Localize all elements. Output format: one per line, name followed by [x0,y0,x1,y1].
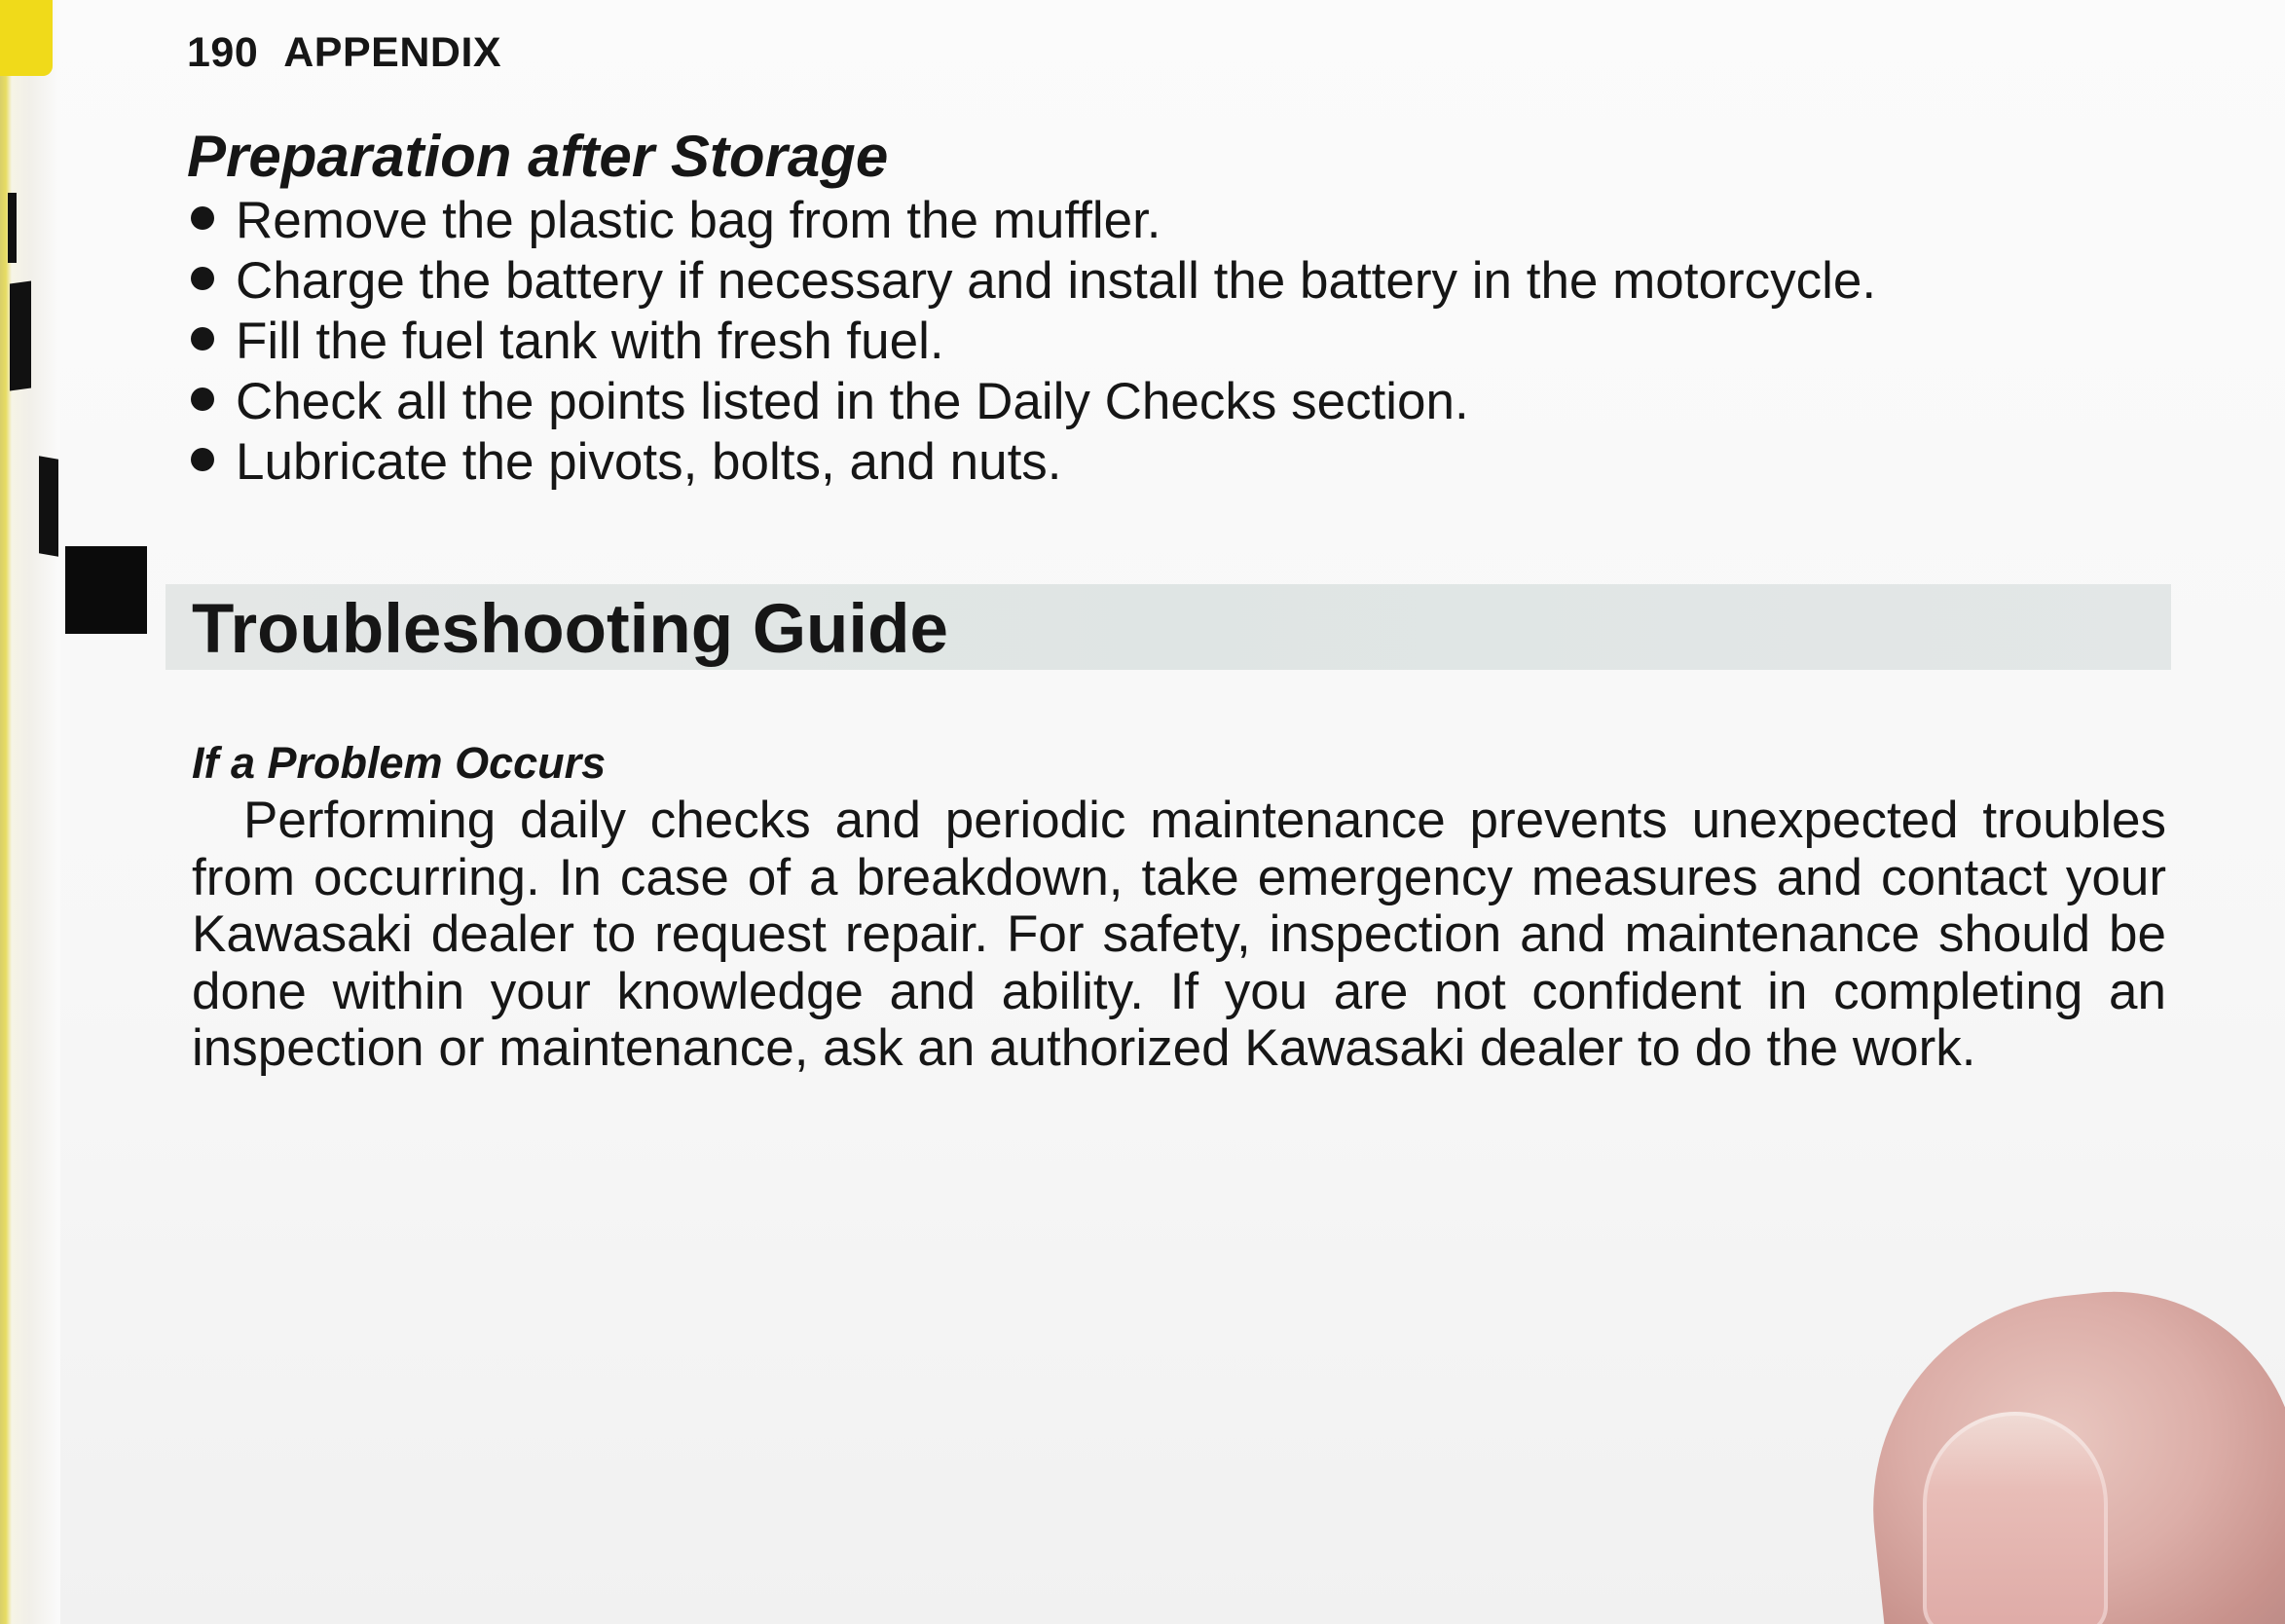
edge-mark [8,193,17,263]
thumbnail [1923,1412,2108,1624]
bullet-icon [191,206,214,230]
body-paragraph: Performing daily checks and periodic maintenance prevents unexpected troubles from occurring. In case of a breakdown, take emergency measures and contact your Kawasaki dealer to request repair. For safety, inspection and maintenance should be done within your knowledge and ability. If you are not confident in completing an inspection or maintenance, ask an authorized Kawasaki dealer to do the work. [192,792,2166,1077]
bullet-icon [191,388,214,411]
bullet-icon [191,327,214,351]
list-item: Lubricate the pivots, bolts, and nuts. [191,432,1876,493]
edge-mark [10,280,31,390]
preparation-heading: Preparation after Storage [187,124,889,189]
edge-mark [39,456,58,557]
yellow-edge-marker [0,0,53,76]
list-item: Check all the points listed in the Daily Checks section. [191,372,1876,432]
running-header [187,29,501,77]
troubleshooting-heading: Troubleshooting Guide [192,591,949,668]
list-item: Remove the plastic bag from the muffler. [191,191,1876,251]
bullet-icon [191,448,214,471]
list-item: Fill the fuel tank with fresh fuel. [191,312,1876,372]
bullet-icon [191,267,214,290]
preparation-list [191,191,1876,493]
page-number: 190 [187,29,259,76]
section-thumb-tab [65,546,147,634]
header-section-name: APPENDIX [283,29,502,76]
problem-subheading: If a Problem Occurs [192,738,607,788]
list-item: Charge the battery if necessary and install the battery in the motorcycle. [191,251,1876,312]
